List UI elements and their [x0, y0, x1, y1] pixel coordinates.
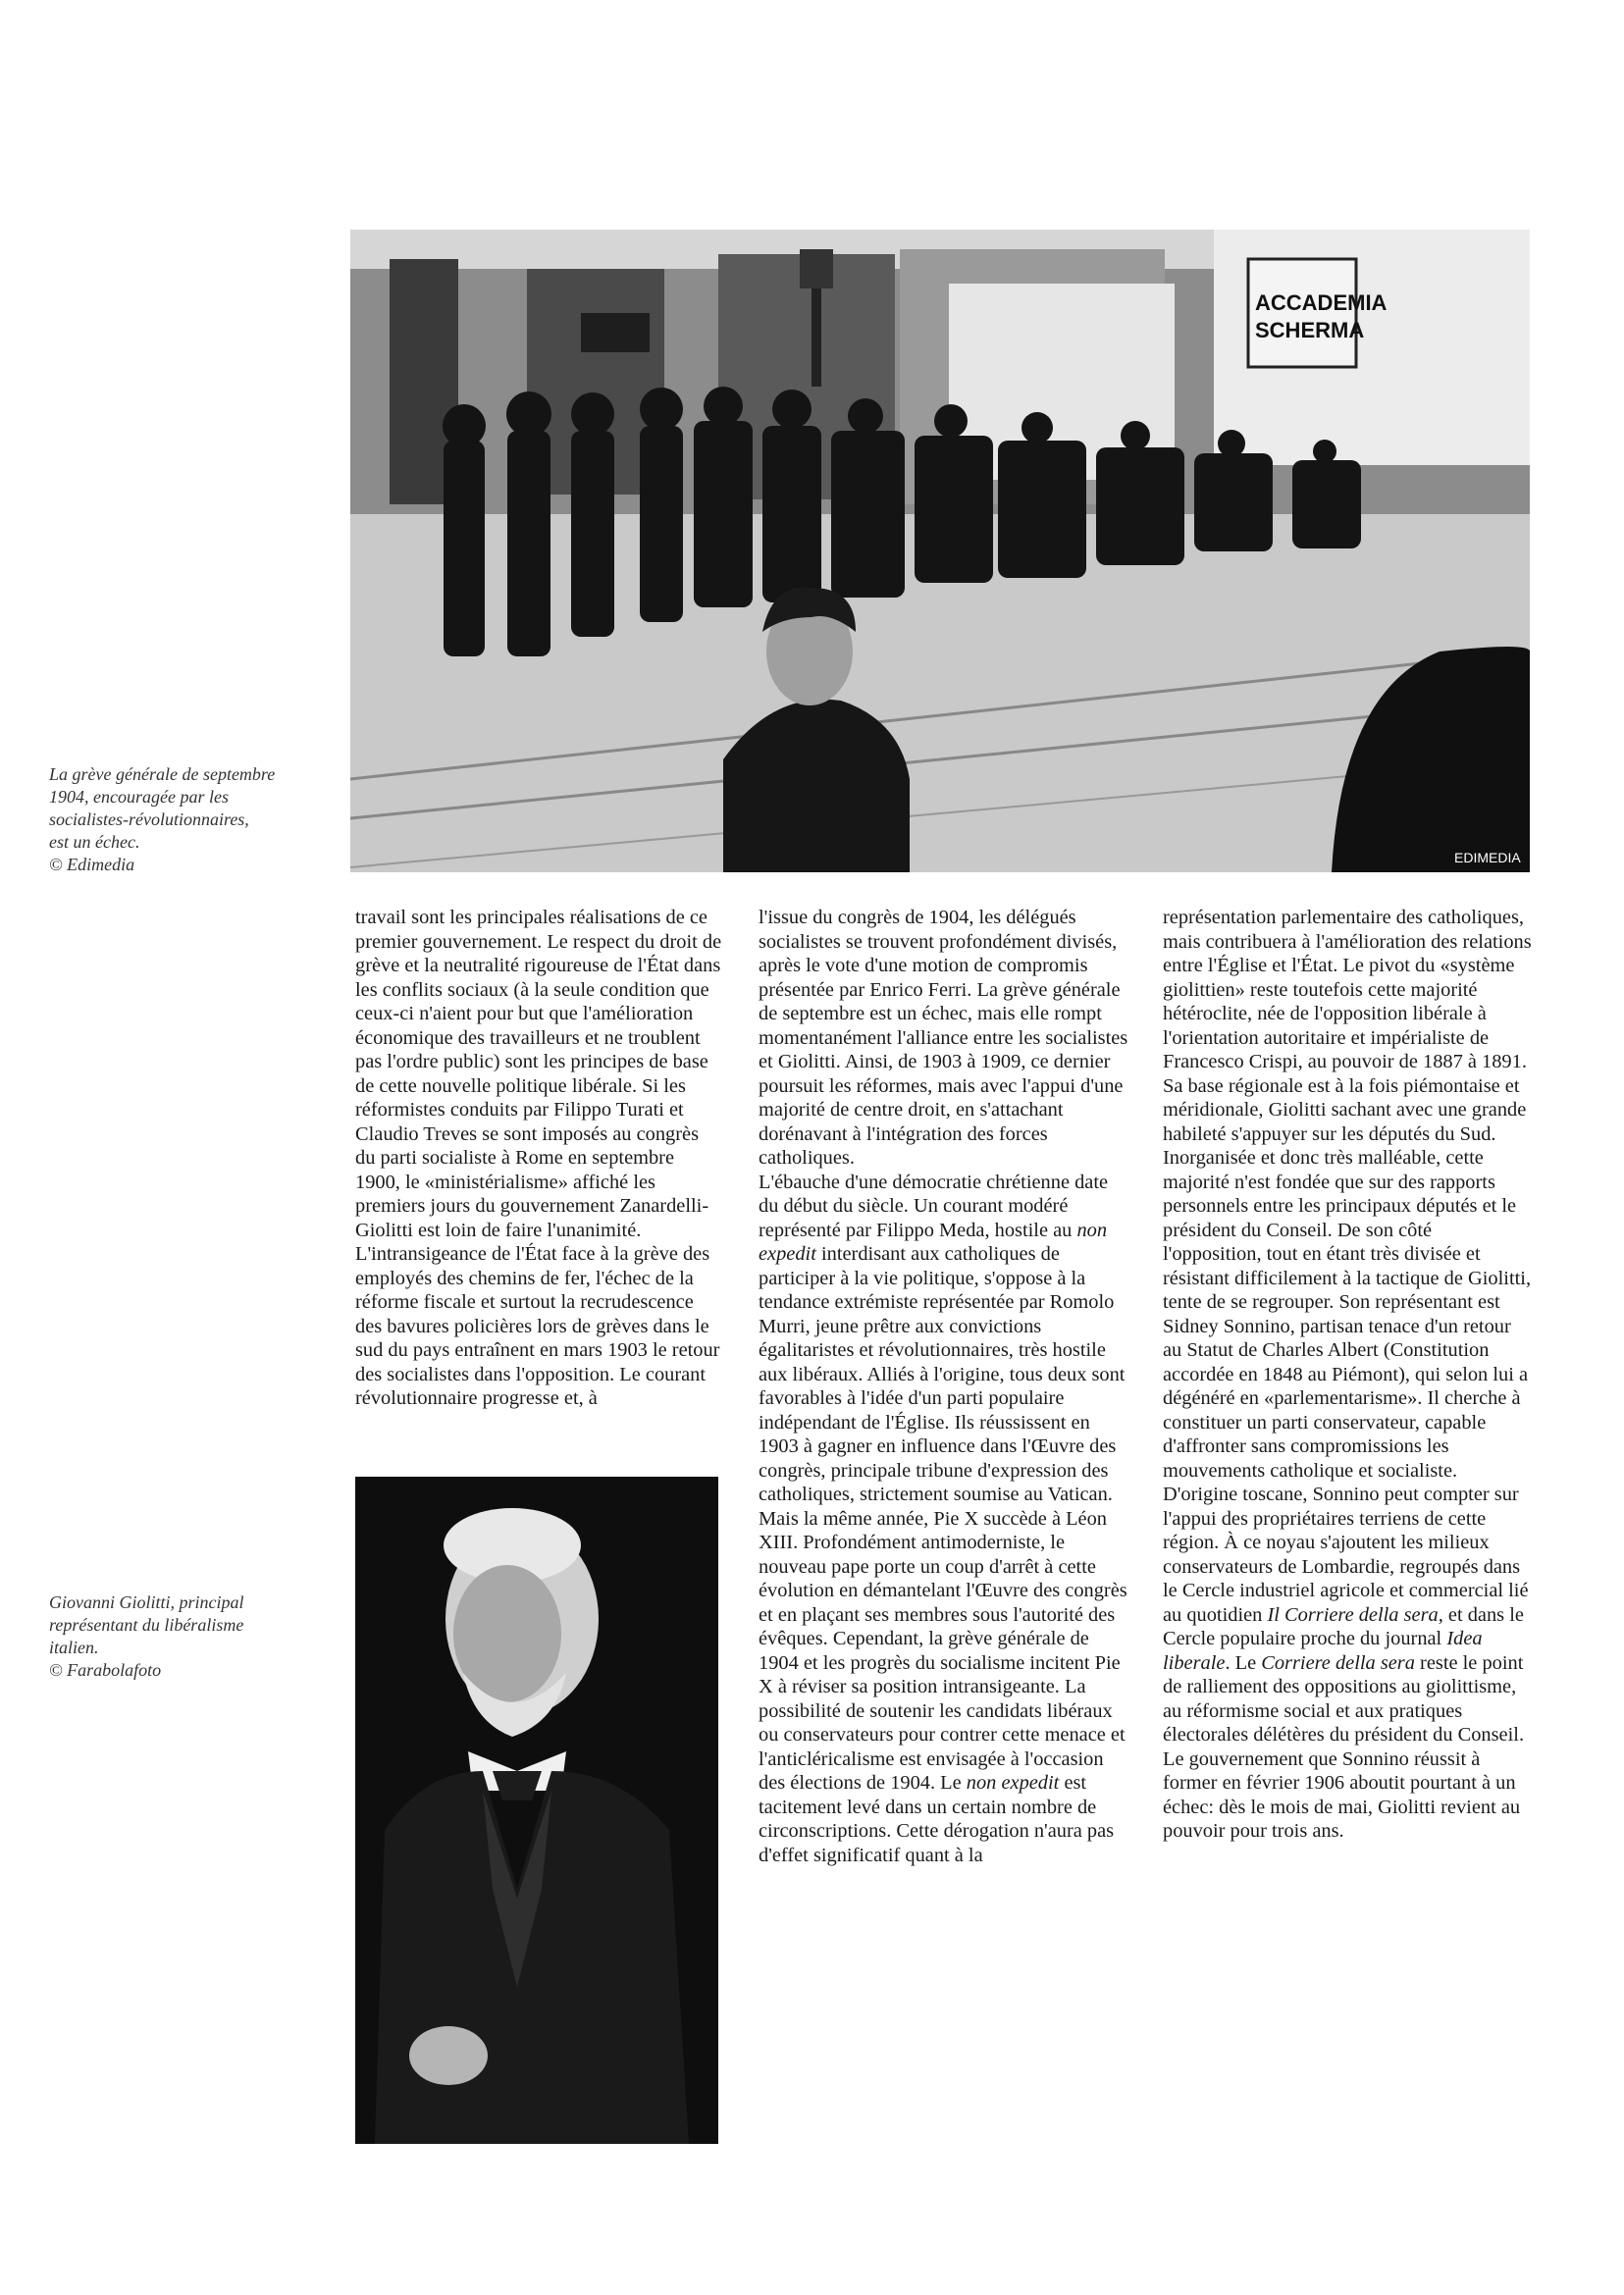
text-run: . Le — [1225, 1651, 1262, 1674]
caption-line: représentant du libéralisme — [49, 1615, 244, 1635]
text-column-1 — [355, 906, 723, 1411]
text-run: reste le point de ralliement des oppositions au giolittisme, au réformisme social et aux pratiques électorales délétères du président du Conseil. Le gouvernement que Sonnino réussit à former en février 1906 aboutit pourtant à un échec: dès le mois de mai, Giolitti revient au pouvoir pour trois ans. — [1163, 1651, 1525, 1842]
caption-giolitti — [49, 1591, 304, 1682]
caption-line: socialistes-révolutionnaires, — [49, 809, 249, 829]
sign-accademia: ACCADEMIA — [1255, 290, 1388, 315]
text-run: interdisant aux catholiques de participer à la vie politique, s'oppose à la tendance extrémiste représentée par Romolo Murri, jeune prêtre aux convictions égalitaristes et révolutionnaires, très hostile aux libéraux. Alliés à l'origine, tous deux sont favorables à l'idée d'un parti populaire indépendant de l'Église. Ils réussissent en 1903 à gagner en influence dans l'Œuvre des congrès, principale tribune d'expression des catholiques, strictement soumise au Vatican. Mais la même année, Pie X succède à Léon XIII. Profondément antimoderniste, le nouveau pape porte un coup d'arrêt à cette évolution en démantelant l'Œuvre des congrès et en plaçant ses membres sous l'autorité des évêques. Cependant, la grève générale de 1904 et les progrès du socialisme incitent Pie X à réviser sa position intransigeante. La possibilité de soutenir les candidats libéraux ou conservateurs pour contrer cette menace et l'anticléricalisme est envisagée à l'occasion des élections de 1904. Le — [759, 1243, 1127, 1794]
caption-line: 1904, encouragée par les — [49, 787, 229, 807]
caption-line: est un échec. — [49, 832, 140, 852]
italic-term: non expedit — [759, 1219, 1108, 1265]
text-column-2 — [759, 906, 1129, 1867]
text-column-3 — [1163, 906, 1534, 1844]
italic-title: Corriere della sera — [1261, 1651, 1415, 1674]
strike-scene-illustration — [350, 230, 1530, 872]
sign-scherma: SCHERMA — [1255, 318, 1365, 342]
photo-general-strike — [350, 230, 1530, 872]
caption-credit: © Farabolafoto — [49, 1660, 162, 1680]
portrait-illustration — [355, 1477, 718, 2144]
italic-term: non expedit — [966, 1772, 1060, 1794]
text-run: L'ébauche d'une démocratie chrétienne date du début du siècle. Un courant modéré représenté par Filippo Meda, hostile au — [759, 1171, 1109, 1241]
caption-credit: © Edimedia — [49, 855, 135, 874]
photo-credit-overlay: EDIMEDIA — [1454, 850, 1521, 865]
text-run: est tacitement levé dans un certain nombre de circonscriptions. Cette dérogation n'aura pas d'effet significatif quant à la — [759, 1772, 1115, 1866]
text-run: représentation parlementaire des catholiques, mais contribuera à l'amélioration des relations entre l'Église et l'État. Le pivot du «système giolittien» reste toutefois cette majorité hétéroclite, née de l'opposition libérale à l'orientation autoritaire et impérialiste de Francesco Crispi, au pouvoir de 1887 à 1891. Sa base régionale est à la fois piémontaise et méridionale, Giolitti sachant avec une grande habileté s'appuyer sur les députés du Sud. Inorganisée et donc très malléable, cette majorité n'est fondée que sur des rapports personnels entre les principaux députés et le président du Conseil. De son côté l'opposition, tout en étant très divisée et résistant difficilement à la tactique de Giolitti, tente de se regrouper. Son représentant est Sidney Sonnino, partisan tenace d'un retour au Statut de Charles Albert (Constitution accordée en 1848 au Piémont), qui selon lui a dégénéré en «parlementarisme». Il cherche à constituer un parti conservateur, capable d'affronter sans compromissions les mouvements catholique et socialiste. D'origine toscane, Sonnino peut compter sur l'appui des propriétaires terriens de cette région. À ce noyau s'ajoutent les milieux conservateurs de Lombardie, regroupés dans le Cercle industriel agricole et commercial lié au quotidien — [1163, 907, 1532, 1626]
caption-general-strike — [49, 763, 314, 876]
caption-line: Giovanni Giolitti, principal — [49, 1592, 244, 1612]
italic-title: Idea liberale — [1163, 1628, 1483, 1674]
caption-line: italien. — [49, 1638, 99, 1657]
italic-title: Il Corriere della sera — [1267, 1603, 1439, 1626]
text-run: , et dans le Cercle populaire proche du journal — [1163, 1603, 1524, 1649]
caption-line: La grève générale de septembre — [49, 764, 276, 784]
paragraph: travail sont les principales réalisations de ce premier gouvernement. Le respect du droit de grève et la neutralité rigoureuse de l'État dans les conflits sociaux (à la seule condition que ceux-ci n'aient pour but que l'amélioration économique des travailleurs et ne troublent pas l'ordre public) sont les principes de base de cette nouvelle politique libérale. Si les réformistes conduits par Filippo Turati et Claudio Treves se sont imposés au congrès du parti socialiste à Rome en septembre 1900, le «ministérialisme» affiché les premiers jours du gouvernement Zanardelli-Giolitti est loin de faire l'unanimité. — [355, 907, 722, 1241]
photo-giovanni-giolitti — [355, 1477, 718, 2144]
paragraph: L'intransigeance de l'État face à la grève des employés des chemins de fer, l'échec de la réforme fiscale et surtout la recrudescence des bavures policières lors de grèves dans le sud du pays entraînent en mars 1903 le retour des socialistes dans l'opposition. Le courant révolutionnaire progresse et, à — [355, 1243, 720, 1409]
paragraph: l'issue du congrès de 1904, les délégués socialistes se trouvent profondément divisés, après le vote d'une motion de compromis présentée par Enrico Ferri. La grève générale de septembre est un échec, mais elle rompt momentanément l'alliance entre les socialistes et Giolitti. Ainsi, de 1903 à 1909, ce dernier poursuit les réformes, mais avec l'appui d'une majorité de centre droit, en s'attachant dorénavant à l'intégration des forces catholiques. — [759, 907, 1128, 1169]
paragraph — [1163, 906, 1534, 1844]
paragraph — [759, 1171, 1129, 1868]
